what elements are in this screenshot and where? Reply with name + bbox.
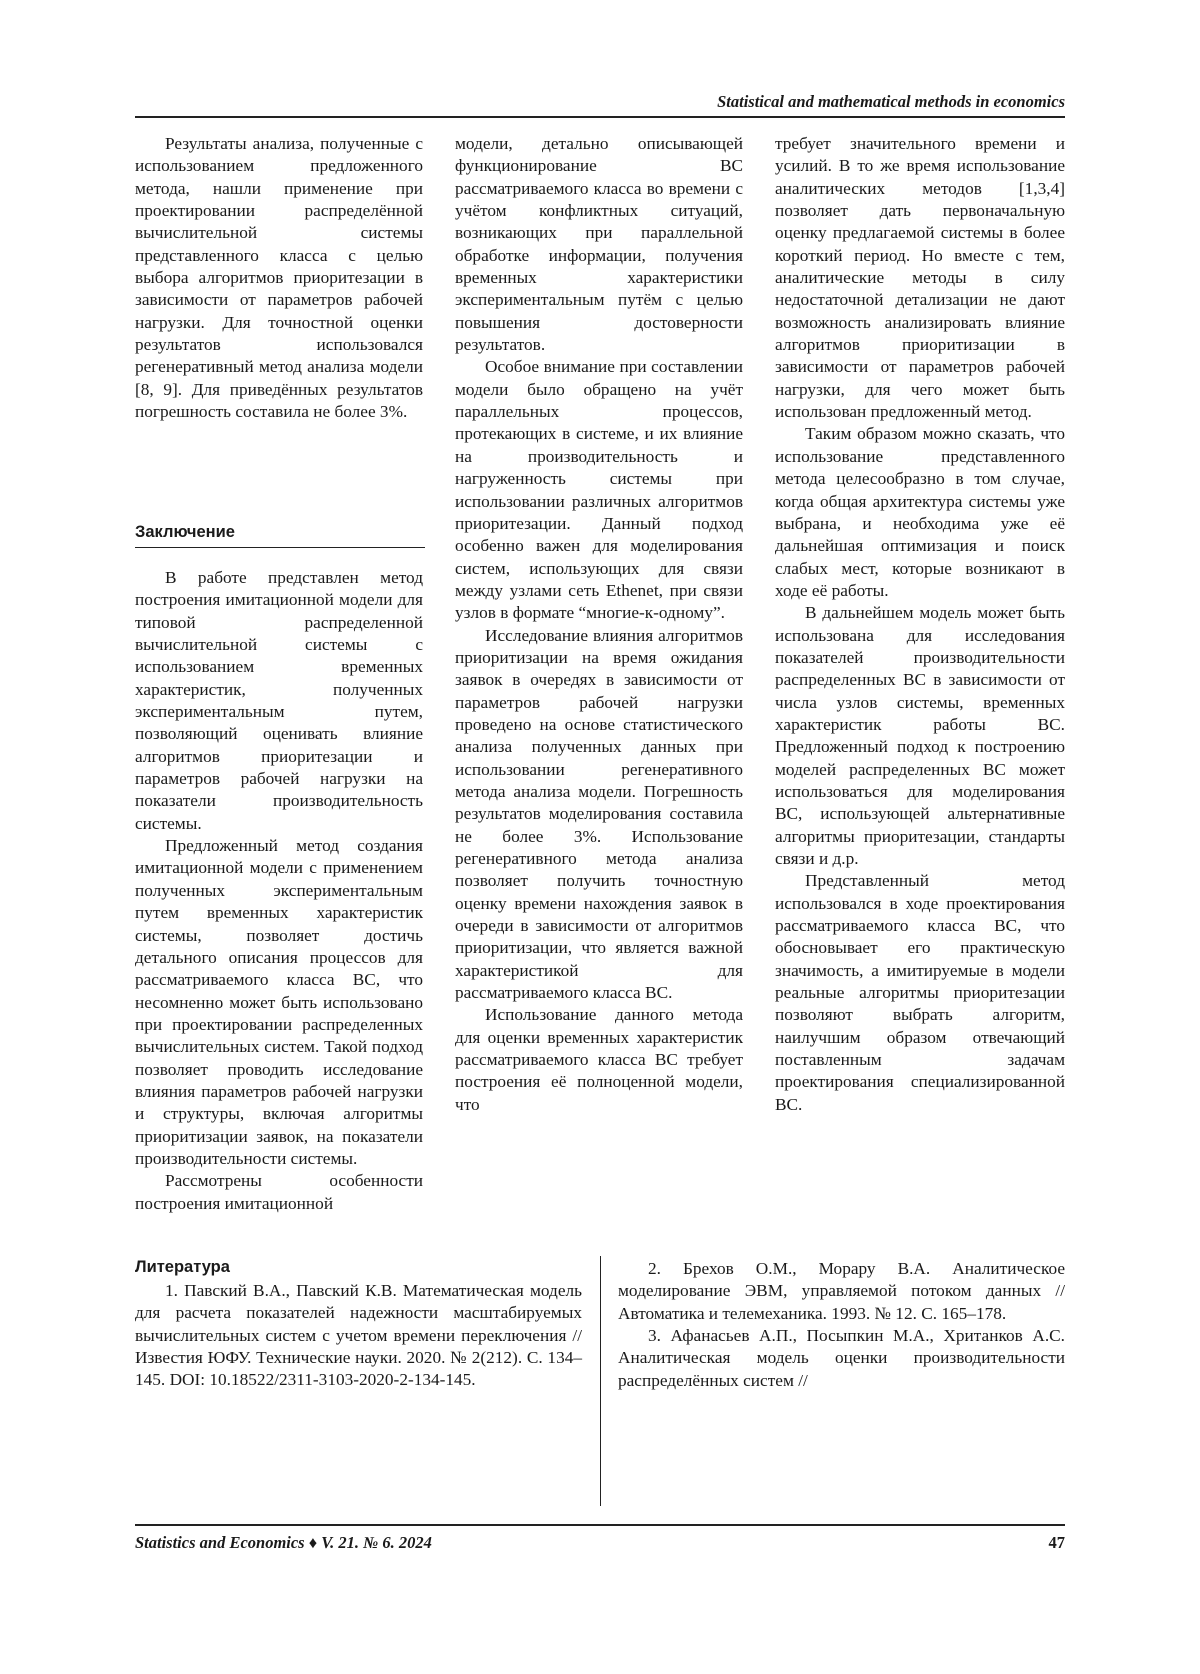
references-divider	[600, 1256, 601, 1506]
paragraph: Результаты анализа, полученные с использованием предложенного метода, нашли применение при проектировании распределённой вычислительной системы представленного класса с целью выбора алгоритмов приоритезации в зависимости от параметров рабочей нагрузки. Для точностной оценки результатов использовался регенеративный метод анализа модели [8, 9]. Для приведённых результатов погрешность составила не более 3%.	[135, 134, 423, 422]
footer-journal: Statistics and Economics ♦ V. 21. № 6. 2024	[135, 1533, 432, 1552]
reference-item: 2. Брехов О.М., Морару В.А. Аналитическое моделирование ЭВМ, управляемой потоком данных // Автоматика и телемеханика. 1993. № 12. С. 165–178.	[618, 1259, 1065, 1323]
paragraph: Таким образом можно сказать, что использование представленного метода целесообразно в том случае, когда общая архитектура системы уже выбрана, и необходима уже её дальнейшая оптимизация и поиск слабых мест, которые возникают в ходе её работы.	[775, 424, 1065, 600]
paragraph: модели, детально описывающей функционирование ВС рассматриваемого класса во времени с учётом конфликтных ситуаций, возникающих при параллельной обработке информации, получения временных характеристики экспериментальным путём с целью повышения достоверности результатов.	[455, 134, 743, 355]
running-header: Statistical and mathematical methods in economics	[717, 92, 1065, 111]
paragraph: Представленный метод использовался в ходе проектирования рассматриваемого класса ВС, что обосновывает его практическую значимость, а имитируемые в модели реальные алгоритмы приоритезации позволяют выбрать алгоритм, наилучшим образом отвечающий поставленным задачам проектирования специализированной ВС.	[775, 871, 1065, 1114]
paragraph: Предложенный метод создания имитационной модели с применением полученных экспериментальным путем временных характеристик системы, позволяет достичь детального описания процессов для рассматриваемого класса ВС, что несомненно может быть использовано при проектировании распределенных вычислительных систем. Такой подход позволяет проводить исследование влияния параметров рабочей нагрузки и структуры, включая алгоритмы приоритизации заявок, на показатели производительности системы.	[135, 836, 423, 1168]
reference-item: 3. Афанасьев А.П., Посыпкин М.А., Хританков А.С. Аналитическая модель оценки производительности распределённых систем //	[618, 1326, 1065, 1390]
reference-item: 1. Павский В.А., Павский К.В. Математическая модель для расчета показателей надежности масштабируемых вычислительных систем с учетом времени переключения // Известия ЮФУ. Технические науки. 2020. № 2(212). С. 134–145. DOI: 10.18522/2311-3103-2020-2-134-145.	[135, 1281, 582, 1390]
references-heading: Литература	[135, 1258, 230, 1276]
conclusion-heading: Заключение	[135, 523, 425, 548]
page-number: 47	[1048, 1533, 1065, 1552]
header-rule	[135, 116, 1065, 118]
paragraph: Исследование влияния алгоритмов приоритизации на время ожидания заявок в очередях в зависимости от параметров рабочей нагрузки проведено на основе статистического анализа полученных данных при использовании регенеративного метода анализа модели. Погрешность результатов моделирования составила не более 3%. Использование регенеративного метода анализа позволяет получить точностную оценку времени нахождения заявок в очереди в зависимости от алгоритмов приоритизации, что является важной характеристикой для рассматриваемого класса ВС.	[455, 625, 743, 1003]
paragraph: В работе представлен метод построения имитационной модели для типовой распределенной вычислительной системы с использованием временных характеристик, полученных экспериментальным путем, позволяющий оценивать влияние алгоритмов приоритезации и параметров рабочей нагрузки на показатели производительность системы.	[135, 568, 423, 833]
references-right	[618, 1258, 1065, 1392]
column-2	[455, 133, 743, 1116]
paragraph: В дальнейшем модель может быть использована для исследования показателей производительности распределенных ВС в зависимости от числа узлов системы, временных характеристик работы ВС. Предложенный подход к построению моделей распределенных ВС может использоваться для моделирования ВС, использующей альтернативные алгоритмы приоритезации, стандарты связи и д.р.	[775, 603, 1065, 868]
paragraph: Особое внимание при составлении модели было обращено на учёт параллельных процессов, протекающих в системе, и их влияние на производительность и нагруженность системы при использовании различных алгоритмов приоритезации. Данный подход особенно важен для моделирования систем, использующих для связи между узлами сеть Ethenet, при связи узлов в формате “многие-к-одному”.	[455, 357, 743, 623]
column-1-top	[135, 133, 423, 423]
references-left	[135, 1280, 582, 1392]
paragraph: требует значительного времени и усилий. В то же время использование аналитических методов [1,3,4] позволяет дать первоначальную оценку предлагаемой системы в более короткий период. Но вместе с тем, аналитические методы в силу недостаточной детализации не дают возможность анализировать влияние алгоритмов приоритизации в зависимости от параметров рабочей нагрузки, для чего может быть использован предложенный метод.	[775, 134, 1065, 422]
footer-rule	[135, 1524, 1065, 1526]
paragraph: Использование данного метода для оценки временных характеристик рассматриваемого класса ВС требует построения её полноценной модели, что	[455, 1005, 743, 1114]
column-3	[775, 133, 1065, 1116]
paragraph: Рассмотрены особенности построения имитационной	[135, 1171, 423, 1213]
column-1-bottom	[135, 567, 423, 1215]
